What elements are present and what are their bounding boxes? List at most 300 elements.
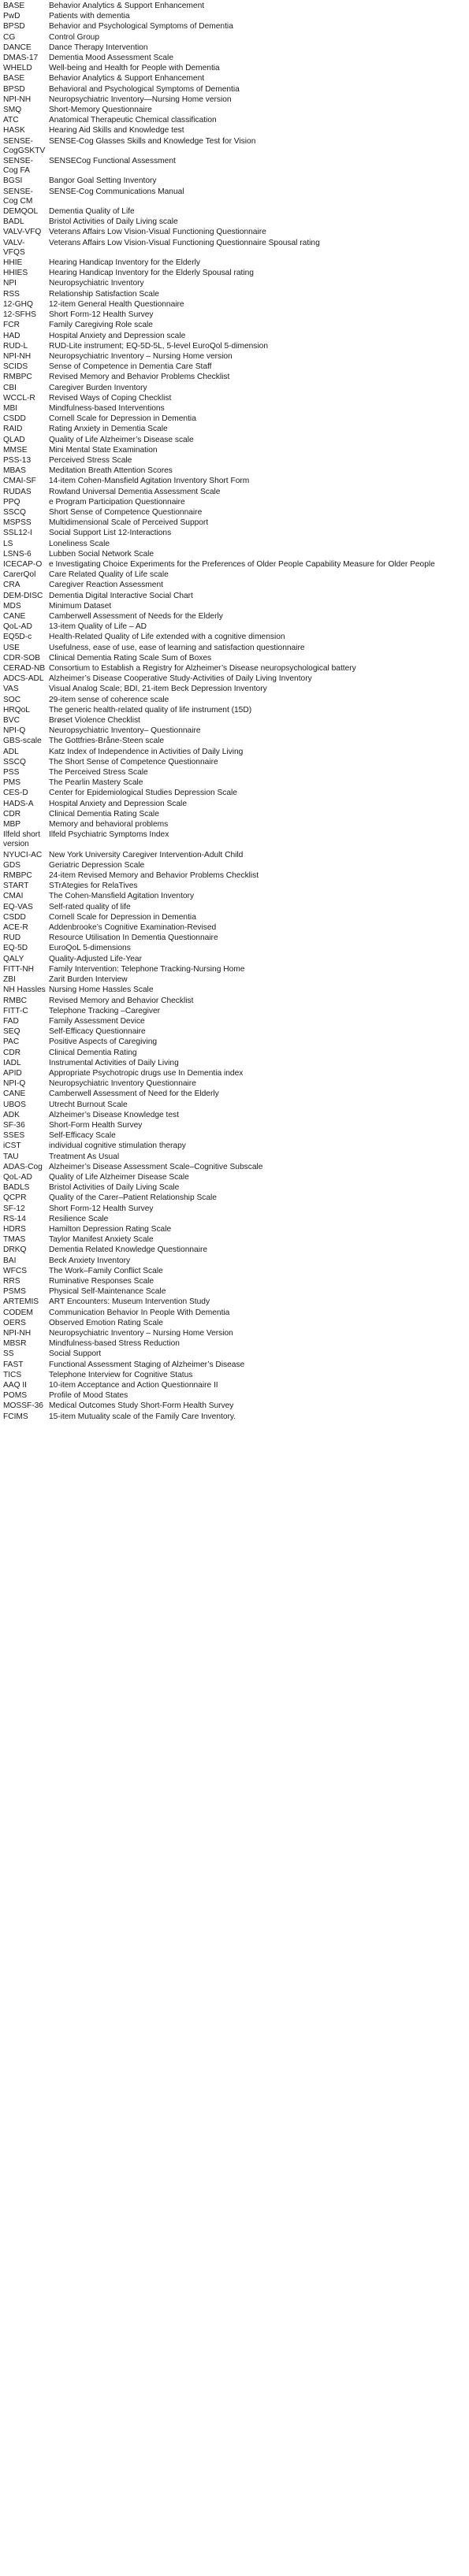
abbreviation-row [3,591,466,601]
abbreviation-row [3,1120,466,1130]
abbreviation-row [3,570,466,580]
abbreviation-row [3,310,466,320]
abbreviation-row [3,549,466,559]
definition: Mindfulness-based Stress Reduction [49,1339,180,1349]
abbreviation-row [3,912,466,922]
definition: Bristol Activities of Daily Living Scale [49,1183,180,1193]
abbreviation: CDR [3,1048,21,1057]
abbreviation: DMAS-17 [3,54,39,63]
abbreviation-row [3,1182,466,1193]
abbreviation: ATC [3,116,19,125]
definition: Alzheimer’s Disease Cooperative Study-Activities of Daily Living Inventory [49,674,312,684]
definition: Resilience Scale [49,1214,109,1223]
definition: Hearing Handicap Inventory for the Elderly Spousal rating [49,269,254,278]
abbreviation: EQ-VAS [3,902,33,911]
abbreviation-row [3,964,466,974]
definition: Behavior Analytics & Support Enhancement [49,2,205,10]
abbreviation-row [3,954,466,964]
abbreviation: RS-14 [3,1214,26,1223]
definition: Lubben Social Network Scale [49,549,154,559]
abbreviation: LS [3,539,13,548]
definition: Nursing Home Hassles Scale [49,985,154,995]
abbreviation-row [3,105,466,115]
abbreviation-row [3,736,466,746]
abbreviation: GDS [3,860,21,870]
abbreviation-row [3,767,466,778]
definition: The Gottfries-Bråne-Steen scale [49,737,165,746]
definition: Family Assessment Device [49,1016,145,1026]
abbreviation: TICS [3,1370,22,1379]
abbreviation-row [3,351,466,362]
definition: The Perceived Stress Scale [49,768,148,778]
abbreviation: NPI-NH [3,351,32,361]
abbreviation-row [3,1016,466,1026]
abbreviation: BVC [3,716,20,726]
definition: Functional Assessment Staging of Alzheimer’s Disease [49,1360,245,1369]
definition: Observed Emotion Rating Scale [49,1318,163,1327]
abbreviation: Ilfeld short version [3,830,40,849]
abbreviation: BGSI [3,176,23,186]
abbreviation-row [3,424,466,434]
definition: Neuropsychiatric Inventory Questionnaire [49,1079,196,1089]
definition: Neuropsychiatric Inventory – Nursing Home version [49,351,233,361]
abbreviation-row [3,1048,466,1058]
definition: Camberwell Assessment of Need for the Elderly [49,1089,219,1099]
abbreviation-row [3,372,466,382]
abbreviation: NPI-NH [3,95,32,104]
abbreviation-row [3,1058,466,1068]
abbreviation-row [3,63,466,73]
definition: Quality of Life Alzheimer’s Disease scale [49,435,194,444]
abbreviation-row [3,341,466,351]
definition: Dementia Digital Interactive Social Chart [49,591,193,600]
abbreviation: CANE [3,1089,26,1099]
abbreviation-row [3,476,466,486]
abbreviation: RUD-L [3,341,28,351]
definition: 14-item Cohen-Mansfield Agitation Inventory Short Form [49,477,250,486]
abbreviation-row [3,943,466,953]
definition: Short-Memory Questionnaire [49,106,152,115]
abbreviation-row [3,622,466,632]
abbreviation-row [3,601,466,611]
abbreviation-row [3,788,466,798]
definition: ART Encounters: Museum Intervention Study [49,1297,210,1307]
abbreviation: 12-GHQ [3,299,33,309]
abbreviation: AAQ II [3,1381,28,1390]
definition: Sense of Competence in Dementia Care Staff [49,362,212,372]
abbreviation: SCIDS [3,362,28,372]
definition: Dementia Quality of Life [49,207,135,217]
definition: Behavior Analytics & Support Enhancement [49,74,205,84]
abbreviation: WCCL-R [3,393,35,403]
abbreviation-row [3,383,466,393]
abbreviation-row [3,1068,466,1078]
abbreviation: CDR [3,809,21,818]
definition: Katz Index of Independence in Activities of Daily Living [49,747,244,756]
definition: Quality-Adjusted Life-Year [49,954,142,963]
abbreviation-row [3,974,466,985]
abbreviation-row [3,643,466,653]
abbreviation: CANE [3,611,26,621]
abbreviation: PAC [3,1037,20,1047]
abbreviation-row [3,1110,466,1120]
abbreviation-row [3,611,466,622]
definition: The generic health-related quality of life instrument (15D) [49,705,252,715]
definition: 13-item Quality of Life – AD [49,622,147,632]
abbreviation-row [3,809,466,819]
abbreviation: ICECAP-O [3,559,43,569]
abbreviation: BASE [3,74,25,84]
abbreviation: BADLS [3,1183,30,1193]
abbreviation-row [3,455,466,466]
abbreviation-row [3,747,466,757]
abbreviation-row [3,206,466,217]
abbreviation-row [3,715,466,726]
definition: Anatomical Therapeutic Chemical classification [49,116,217,125]
abbreviation-row [3,528,466,538]
abbreviation: HHIE [3,258,23,268]
abbreviation: SEQ [3,1027,20,1037]
definition: SENSE-Cog Glasses Skills and Knowledge Test for Vision [49,136,256,146]
abbreviation-row [3,933,466,943]
definition: individual cognitive stimulation therapy [49,1141,186,1151]
definition: The Cohen-Mansfield Agitation Inventory [49,892,195,901]
abbreviation-row [3,414,466,424]
abbreviation-row [3,1026,466,1037]
abbreviation-row [3,1141,466,1151]
abbreviation: SSL12-I [3,529,32,538]
definition: Family Caregiving Role scale [49,321,153,330]
abbreviation-row [3,985,466,995]
definition: Consortium to Establish a Registry for Alzheimer’s Disease neuropsychological battery [49,664,356,673]
abbreviation: 12-SFHS [3,310,36,320]
abbreviation-row [3,1318,466,1328]
abbreviation-row [3,653,466,663]
abbreviation-row [3,1256,466,1266]
abbreviation: SOC [3,695,21,704]
abbreviation-row [3,1266,466,1276]
definition: Bristol Activities of Daily Living scale [49,217,178,227]
definition: Treatment As Usual [49,1152,120,1161]
abbreviation: OERS [3,1318,26,1327]
abbreviation: QoL-AD [3,1172,32,1182]
definition: Camberwell Assessment of Needs for the Elderly [49,611,223,621]
abbreviation-row [3,1214,466,1224]
abbreviation: HAD [3,331,20,340]
definition: Neuropsychiatric Inventory [49,279,144,288]
abbreviation-row [3,1172,466,1182]
abbreviation: ADAS-Cog [3,1162,43,1171]
abbreviation-row [3,830,466,849]
abbreviation: SF-12 [3,1204,25,1213]
definition: Dance Therapy Intervention [49,43,148,52]
abbreviation: LSNS-6 [3,549,32,559]
abbreviation-row [3,278,466,288]
definition: SENSE-Cog Communications Manual [49,187,184,196]
abbreviation: PSS-13 [3,455,32,465]
definition: Mini Mental State Examination [49,445,158,455]
definition: Clinical Dementia Rating [49,1048,137,1057]
abbreviation: RUD [3,934,21,943]
definition: Control Group [49,32,99,42]
abbreviation: FITT-NH [3,964,35,974]
abbreviation-row [3,176,466,186]
abbreviation-row [3,778,466,788]
abbreviation: POMS [3,1391,28,1401]
abbreviation-row [3,881,466,891]
abbreviation: CSDD [3,414,26,424]
abbreviation: CERAD-NB [3,664,46,673]
abbreviation: WFCS [3,1266,27,1275]
abbreviation-row [3,497,466,507]
definition: Instrumental Activities of Daily Living [49,1058,179,1067]
definition: Revised Ways of Coping Checklist [49,393,172,403]
definition: Minimum Dataset [49,601,112,611]
abbreviation: SENSE-Cog FA [3,157,33,176]
abbreviation: DEMQOL [3,207,39,217]
abbreviation-row [3,258,466,268]
abbreviation: ADCS-ADL [3,674,44,684]
definition: Revised Memory and Behavior Problems Checklist [49,373,230,382]
definition: Zarit Burden Interview [49,975,128,985]
abbreviation-row [3,331,466,341]
definition: Relationship Satisfaction Scale [49,289,159,299]
definition: Veterans Affairs Low Vision-Visual Functioning Questionnaire [49,228,266,237]
definition: Social Support List 12-Interactions [49,529,172,538]
abbreviation: WHELD [3,64,32,73]
abbreviation: QALY [3,954,24,963]
definition: Cornell Scale for Depression in Dementia [49,912,196,922]
abbreviation-row [3,1078,466,1089]
abbreviation: DRKQ [3,1245,27,1255]
abbreviation-row [3,1100,466,1110]
abbreviation: HRQoL [3,705,30,715]
abbreviation: FAST [3,1360,24,1369]
definition: Self-rated quality of life [49,902,131,911]
abbreviation-row [3,559,466,570]
abbreviation-row [3,580,466,590]
abbreviation-row [3,487,466,497]
abbreviation-row [3,1308,466,1318]
abbreviation: QCPR [3,1193,27,1203]
abbreviation: BAI [3,1256,17,1265]
abbreviation: HDRS [3,1224,26,1234]
abbreviation: CSDD [3,912,26,922]
abbreviation: NH Hassles [3,985,46,995]
definition: Hearing Handicap Inventory for the Elderly [49,258,200,268]
abbreviation: DEM-DISC [3,591,43,600]
abbreviation: NYUCI-AC [3,850,43,859]
definition: Short Sense of Competence Questionnaire [49,507,203,517]
abbreviation: MOSSF-36 [3,1401,43,1411]
definition: Multidimensional Scale of Perceived Support [49,518,209,528]
abbreviation: ADL [3,747,19,756]
abbreviation: DANCE [3,43,32,52]
abbreviation: HADS-A [3,799,34,808]
abbreviation-row [3,156,466,176]
abbreviation-row [3,870,466,881]
definition: Hearing Aid Skills and Knowledge test [49,126,184,135]
abbreviation-row [3,393,466,403]
abbreviation-row [3,860,466,870]
abbreviation-row [3,1193,466,1203]
abbreviation: ZBI [3,975,16,985]
definition: Usefulness, ease of use, ease of learning and satisfaction questionnaire [49,643,305,652]
definition: Mindfulness-based Interventions [49,403,165,413]
definition: Hospital Anxiety and Depression scale [49,331,186,340]
abbreviation: CDR-SOB [3,653,40,663]
definition: Visual Analog Scale; BDI, 21-item Beck Depression Inventory [49,685,267,694]
definition: 29-item sense of coherence scale [49,695,169,704]
abbreviation: USE [3,643,20,652]
definition: Patients with dementia [49,12,130,21]
definition: Social Support [49,1349,102,1359]
abbreviation-row [3,1297,466,1307]
abbreviation-row [3,289,466,299]
abbreviation-row [3,2,466,11]
definition: Quality of Life Alzheimer Disease Scale [49,1172,189,1182]
abbreviation-row [3,1276,466,1286]
definition: EuroQoL 5-dimensions [49,944,131,953]
abbreviation-row [3,1245,466,1255]
definition: Loneliness Scale [49,539,110,548]
definition: Clinical Dementia Rating Scale [49,809,159,818]
definition: Beck Anxiety Inventory [49,1256,131,1265]
definition: e Program Participation Questionnaire [49,497,185,507]
definition: Medical Outcomes Study Short-Form Health Survey [49,1401,234,1411]
definition: The Pearlin Mastery Scale [49,778,143,788]
definition: Well-being and Health for People with Dementia [49,64,220,73]
abbreviation: CMAI-SF [3,477,36,486]
abbreviation: APID [3,1068,22,1078]
abbreviation: RRS [3,1276,20,1286]
abbreviation-row [3,84,466,95]
definition: Telephone Tracking –Caregiver [49,1006,161,1015]
definition: SENSECog Functional Assessment [49,157,176,166]
abbreviation-row [3,1370,466,1380]
abbreviation: SENSE-Cog CM [3,187,33,206]
abbreviation-row [3,1360,466,1370]
abbreviation-row [3,1234,466,1245]
definition: 24-item Revised Memory and Behavior Problems Checklist [49,871,259,881]
abbreviation-row [3,268,466,278]
abbreviation: VALV-VFQ [3,228,42,237]
abbreviation-row [3,1162,466,1172]
definition: Communication Behavior In People With Dementia [49,1308,230,1317]
abbreviation-row [3,466,466,476]
abbreviation: QoL-AD [3,622,32,632]
definition: Neuropsychiatric Inventory– Questionnaire [49,726,201,736]
abbreviation: PPQ [3,497,20,507]
abbreviation-row [3,32,466,43]
abbreviation: FCIMS [3,1412,28,1421]
abbreviation-row [3,1006,466,1016]
abbreviation: MSPSS [3,518,32,528]
abbreviation: FAD [3,1016,19,1026]
abbreviation-row [3,757,466,767]
abbreviation-row [3,819,466,830]
abbreviation: MDS [3,601,21,611]
abbreviation: MBAS [3,466,26,476]
definition: Perceived Stress Scale [49,455,132,465]
abbreviation-row [3,1401,466,1411]
definition: Neuropsychiatric Inventory – Nursing Home Version [49,1329,233,1338]
abbreviation-row [3,922,466,933]
abbreviation-row [3,1338,466,1349]
definition: Taylor Manifest Anxiety Scale [49,1235,154,1245]
definition: Revised Memory and Behavior Checklist [49,996,194,1005]
abbreviation-row [3,1328,466,1338]
abbreviation: ACE-R [3,923,28,933]
abbreviation-row [3,320,466,330]
abbreviation: CODEM [3,1308,33,1317]
abbreviation-row [3,663,466,674]
definition: e Investigating Choice Experiments for the Preferences of Older People Capability Measure for Older People [49,559,435,569]
definition: The Work–Family Conflict Scale [49,1266,163,1275]
definition: Short-Form Health Survey [49,1120,143,1130]
definition: Caregiver Reaction Assessment [49,581,163,590]
abbreviation: BASE [3,2,25,10]
abbreviation: RSS [3,289,20,299]
abbreviation: EQ5D-c [3,633,32,642]
abbreviation: SSCQ [3,757,26,766]
abbreviation-row [3,705,466,715]
abbreviation-row [3,362,466,372]
definition: Physical Self-Maintenance Scale [49,1287,166,1297]
abbreviation: VALV-VFQS [3,238,25,257]
abbreviation-row [3,445,466,455]
abbreviation-row [3,539,466,549]
definition: Meditation Breath Attention Scores [49,466,173,476]
definition: Clinical Dementia Rating Scale Sum of Boxes [49,653,212,663]
definition: Positive Aspects of Caregiving [49,1037,158,1047]
definition: Alzheimer’s Disease Assessment Scale–Cognitive Subscale [49,1162,263,1171]
abbreviation-row [3,1390,466,1401]
abbreviation-row [3,238,466,258]
definition: Short Form-12 Health Survey [49,310,154,320]
abbreviation-row [3,403,466,414]
definition: Rowland Universal Dementia Assessment Scale [49,487,221,496]
abbreviation: RMBC [3,996,27,1005]
abbreviation: CG [3,32,16,42]
abbreviation: BPSD [3,84,25,94]
abbreviation: NPI-NH [3,1329,32,1338]
abbreviation: SSCQ [3,507,26,517]
abbreviation-row [3,1412,466,1422]
abbreviation: PMS [3,778,21,788]
definition: Behavioral and Psychological Symptoms of Dementia [49,84,240,94]
abbreviation: IADL [3,1058,21,1067]
abbreviation: CarerQol [3,570,36,580]
abbreviation-row [3,518,466,528]
definition: Health-Related Quality of Life extended with a cognitive dimension [49,633,285,642]
abbreviation-row [3,227,466,237]
abbreviation: EQ-5D [3,944,28,953]
definition: Care Related Quality of Life scale [49,570,169,580]
definition: Memory and behavioral problems [49,820,169,830]
definition: Self-Efficacy Questionnaire [49,1027,146,1037]
definition: Rating Anxiety in Dementia Scale [49,425,168,434]
abbreviation: MBI [3,403,18,413]
definition: 12-item General Health Questionnaire [49,299,184,309]
abbreviation: CES-D [3,789,28,798]
abbreviation: TAU [3,1152,19,1161]
abbreviation-row [3,1152,466,1162]
definition: RUD-Lite instrument; EQ-5D-5L, 5-level EuroQol 5-dimension [49,341,268,351]
abbreviation: RUDAS [3,487,32,496]
definition: Dementia Related Knowledge Questionnaire [49,1245,208,1255]
abbreviation-row [3,1204,466,1214]
